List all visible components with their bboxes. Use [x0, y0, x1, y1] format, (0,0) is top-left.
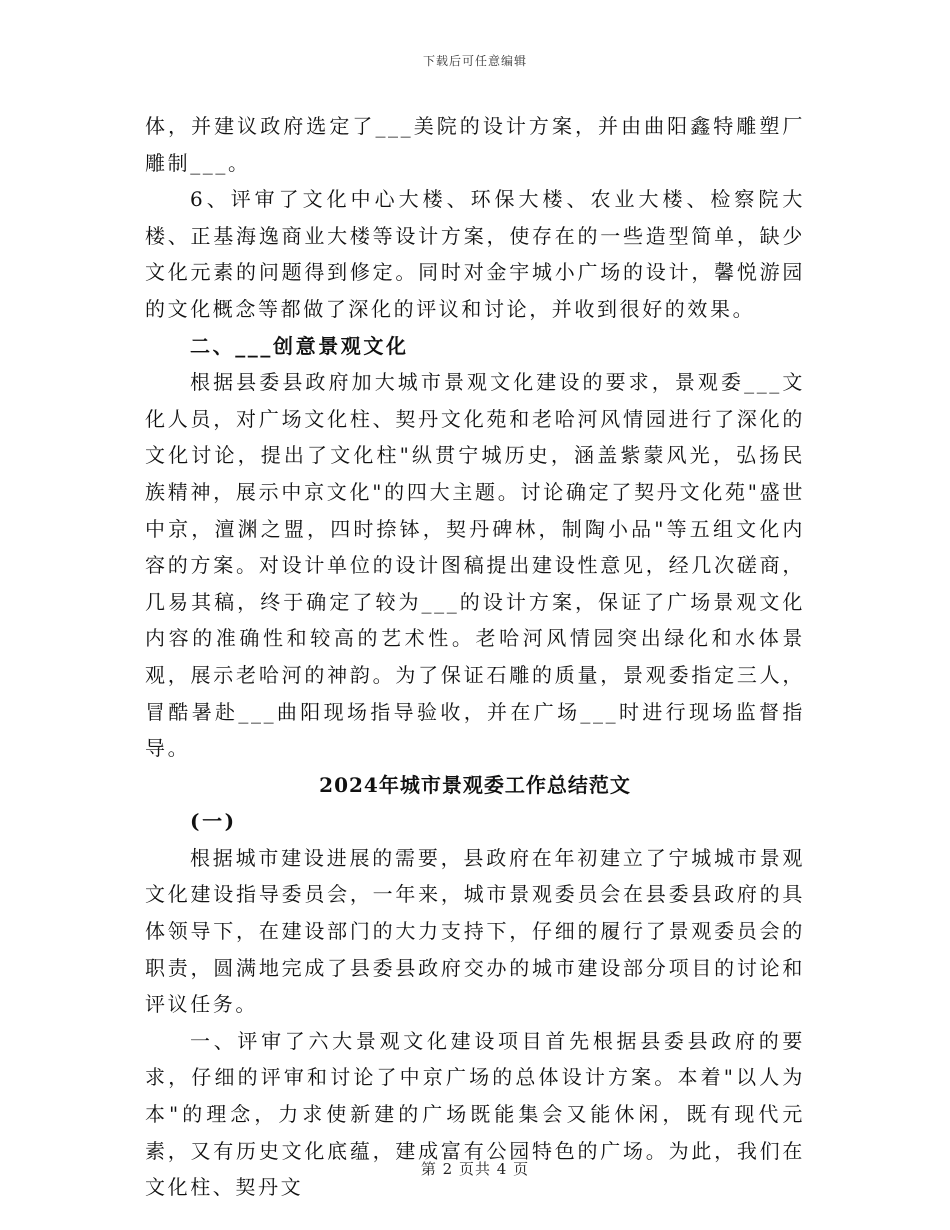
paragraph-item-6: 6、评审了文化中心大楼、环保大楼、农业大楼、检察院大楼、正基海逸商业大楼等设计方案，使存在的一些造型简单，缺少文化元素的问题得到修定。同时对金宇城小广场的设计，馨悦游园的文化概念等都做了深化的评议和讨论，并收到很好的效果。 — [145, 187, 805, 321]
page-footer: 第 2 页共 4 页 — [420, 1160, 530, 1178]
section-heading-2: 二、___创意景观文化 — [190, 333, 409, 358]
paragraph-intro: 根据城市建设进展的需要，县政府在年初建立了宁城城市景观文化建设指导委员会，一年来，城市景观委员会在县委县政府的具体领导下，在建设部门的大力支持下，仔细的履行了景观委员会的职责，圆满地完成了县委县政府交办的城市建设部分项目的讨论和评议任务。 — [145, 845, 805, 1017]
page-header: 下载后可任意编辑 — [422, 54, 527, 68]
document-body — [145, 108, 805, 1206]
paragraph-landscape-culture: 根据县委县政府加大城市景观文化建设的要求，景观委___文化人员，对广场文化柱、契丹文化苑和老哈河风情园进行了深化的文化讨论，提出了文化柱"纵贯宁城历史，涵盖紫蒙风光，弘扬民族精神，展示中京文化"的四大主题。讨论确定了契丹文化苑"盛世中京，澶渊之盟，四时捺钵，契丹碑林，制陶小品"等五组文化内容的方案。对设计单位的设计图稿提出建设性意见，经几次磋商，几易其稿，终于确定了较为___的设计方案，保证了广场景观文化内容的准确性和较高的艺术性。老哈河风情园突出绿化和水体景观，展示老哈河的神韵。为了保证石雕的质量，景观委指定三人，冒酷暑赴___曲阳现场指导验收，并在广场___时进行现场监督指导。 — [145, 370, 805, 761]
paragraph-continuation: 体，并建议政府选定了___美院的设计方案，并由曲阳鑫特雕塑厂雕制___。 — [145, 114, 805, 175]
document-title: 2024年城市景观委工作总结范文 — [319, 772, 631, 797]
subsection-heading-1: (一) — [190, 809, 237, 834]
paragraph-review-projects: 一、评审了六大景观文化建设项目首先根据县委县政府的要求，仔细的评审和讨论了中京广场的总体设计方案。本着"以人为本"的理念，力求使新建的广场既能集会又能休闲，既有现代元素，又有历史文化底蕴，建成富有公园特色的广场。为此，我们在文化柱、契丹文 — [145, 1028, 805, 1200]
